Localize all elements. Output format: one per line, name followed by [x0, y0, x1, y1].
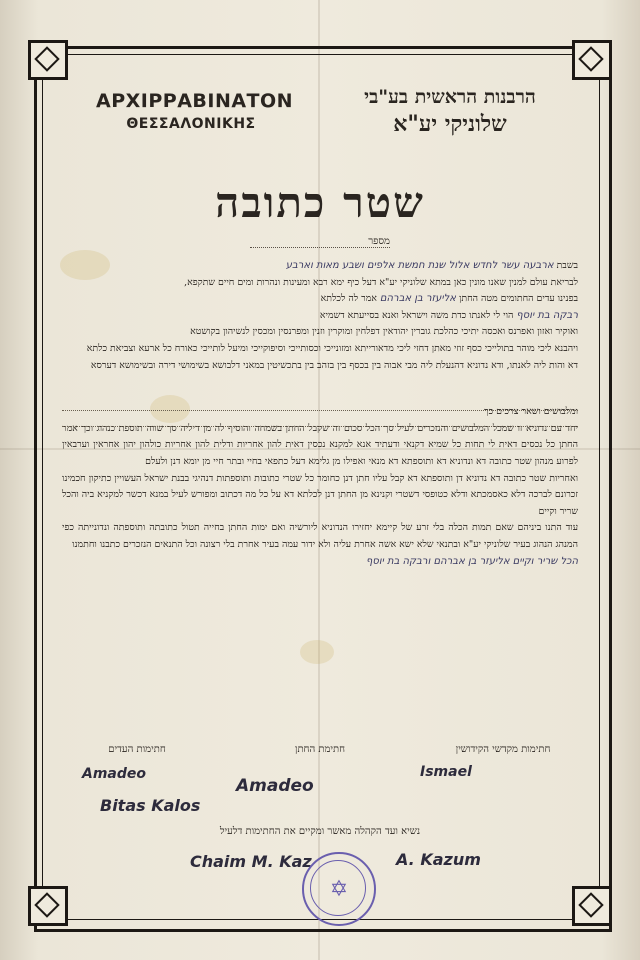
- printed-text: הוי לי לאנתו כדת משה וישראל ואנא בסייעתא דשמיא: [319, 309, 514, 321]
- signature-president: Chaim M. Kaz: [190, 852, 312, 871]
- corner-ornament-bottom-left: [28, 886, 68, 926]
- body-line4: [62, 308, 578, 325]
- corner-ornament-top-left: [28, 40, 68, 80]
- label-witnesses: חתימות העדים: [108, 744, 166, 755]
- community-stamp: [302, 852, 376, 926]
- hebrew-letterhead: [350, 86, 550, 137]
- printed-text: בשבת: [556, 260, 578, 271]
- greek-line2: ΘΕΣΣΑΛΟΝΙΚΗΣ: [126, 116, 256, 132]
- body-line1: [62, 258, 578, 275]
- printed-text: אמר לה לכלתא: [320, 293, 377, 305]
- greek-line1: ΑΡΧΙΡΡΑΒΙΝΑΤΟΝ: [96, 90, 294, 112]
- handwritten-date: ארבעה עשר לחדש אלול שנת חמשת אלפים ושבע מאות וארבע: [285, 260, 554, 271]
- signature-groom: Amadeo: [236, 776, 314, 796]
- fill-line: [62, 426, 578, 427]
- certification-note: נשיא ועד הקהלה מאשר ומקיים את החתימות דלעיל: [219, 826, 421, 837]
- greek-letterhead: [96, 90, 294, 132]
- body-line2: לבריאת עולם למנין שאנו מונין כאן במתא שלוניקי יע"א דעל כיף ימא רבא ומעינות ונהרות ומים חיים שתקפא,: [184, 276, 578, 288]
- hebrew-line1: הרבנות הראשית בע"בי: [364, 86, 536, 108]
- star-of-david-icon: ✡: [329, 876, 349, 902]
- handwritten-groom-name: אליעזר בן אברהם: [379, 293, 456, 305]
- printed-text: בפנינו עדים החתומים מטה החתן: [458, 293, 578, 305]
- label-groom: חתימת החתן: [294, 744, 346, 755]
- body-line6: ויהבנא ליכי מוהר בתולייכי כסף זוזי מאתן דחזי ליכי מדאורייתא ומזונייכי וכסותייכי וסיפוקייכי ומיעל לותייכי כאורח כל ארעא וצביאת כלתא: [86, 342, 578, 354]
- signature-labels: [62, 744, 578, 755]
- handwritten-names: אליעזר בן אברהם ורבקה בת יוסף: [365, 555, 510, 567]
- body-para3: ואחריות שטר כתובה דא נדוניא דן ותוספתא דא קבל עליו חתן דנן כחומר כל שטרי כתובות ותוספתות דנהיגי בבנת ישראל העשויין כתיקון חכמינו זכרונם לברכה דלא כאסמכתא ודלא כטופסי דשטרי וקנינא מן החתן דנן לכלתא דא על כל מה דכתוב ומפורש לעיל במנא דכשר למקניא ביה והכל שריר וקיים: [62, 472, 578, 517]
- closing-line: ומלבושים ושאר צרכים כך: [483, 406, 578, 418]
- corner-ornament-bottom-right: [572, 886, 612, 926]
- body-para4: עוד התנו ביניהם שאם תמות הכלה בלי זרע של קיימא יחזירו הנדוניא ליורשיה ואם ימות החתן בחייה תטול כתובתה ותוספתה ונדונייתה כפי המנהג הנהוג בעיר שלוניקי יע"א ובתנאי שלא ישא אשה אחרת עליה ולא ידור עמה בעיר אחרת בלי רצונה וכל התנאים הנזכרים כתבנו וחתמנו: [62, 522, 578, 550]
- fill-line: [62, 410, 578, 411]
- signature-witness-2: Bitas Kalos: [100, 796, 201, 815]
- body-line3: [62, 291, 578, 308]
- document-title: שטר כתובה: [215, 178, 425, 227]
- final-handwritten-line: [62, 554, 578, 571]
- label-officiant: חתימות מקדשי הקידושין: [455, 744, 551, 755]
- corner-ornament-top-right: [572, 40, 612, 80]
- handwritten-bride-name: רבקה בת יוסף: [516, 309, 578, 321]
- hebrew-line2: שלוניקי יע"א: [393, 111, 507, 137]
- body-line7: דא והות ליה לאנתו, ודא נדוניא דהנעלת ליה מבי אבוה בין בכסף בין בזהב בין בתכשיטין במאני דלבושא בשימושי דירה ובשימושא דערסא: [90, 359, 578, 371]
- handwritten-text: הכל שריר וקיים: [512, 555, 578, 567]
- signature-officiant: Ismael: [420, 764, 472, 780]
- body-para2: יחד עם נדוניא זו שמכל המלבושים והנזכרים לעיל סך הכל סכום זה שקבל החתן בשמחה והוסיף לה מן דיליה סך שווה תוספת כנהוג וכך אמר החתן כל נכסים דאית לי תחות כל שמיא דקנאי ודעתיד אנא למקנא נכסין דאית להון אחריות ודלית להון אחריות כולהון יהון אחראין וערבאין לפרוע מנהון שטר כתובה דא ונדוניא דא ותוספתא דא מנאי ואפילו מן גלימא דעל כתפאי בחיי ובתר חיי מן יומא דנן ולעלם: [62, 422, 578, 467]
- signature-secretary: A. Kazum: [396, 850, 481, 869]
- number-label: מספר: [250, 236, 390, 248]
- signature-witness-1: Amadeo: [82, 766, 147, 782]
- body-line5: ואוקיר ואזון ואפרנס ואכסה יתיכי כהלכת גוברין יהודאין דפלחין ומוקרין וזנין ומפרנסין ומכסין לנשיהון בקושטא: [190, 326, 578, 338]
- document-body: [62, 258, 578, 570]
